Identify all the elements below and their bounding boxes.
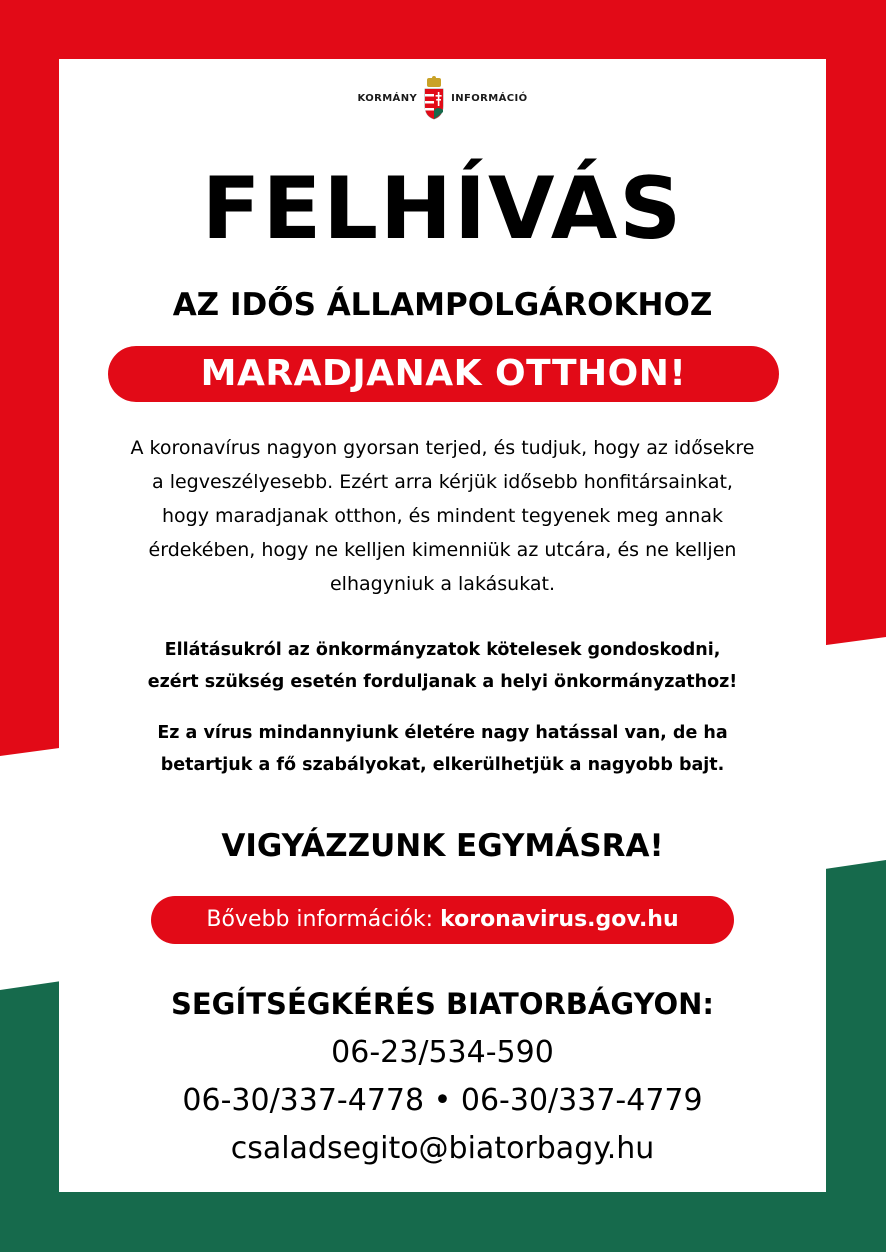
government-info-logo — [59, 73, 826, 123]
poster-title: FELHÍVÁS — [201, 159, 684, 259]
phone-mobile: 06-30/337-4778 • 06-30/337-4779 — [182, 1083, 703, 1118]
rules-line: Ez a vírus mindannyiunk életére nagy hatással van, de ha — [157, 723, 728, 743]
slogan-heading: VIGYÁZZUNK EGYMÁSRA! — [221, 828, 664, 864]
care-paragraph — [69, 634, 816, 698]
brand-left-text: KORMÁNY — [357, 92, 418, 104]
intro-line: A koronavírus nagyon gyorsan terjed, és tudjuk, hogy az idősekre — [130, 437, 755, 459]
intro-line: érdekében, hogy ne kelljen kimenniük az utcára, és ne kelljen — [148, 539, 737, 561]
brand-right-text: INFORMÁCIÓ — [451, 92, 528, 104]
poster-sheet — [59, 59, 826, 1192]
intro-paragraph — [69, 431, 816, 601]
more-info-label: Bővebb információk: — [206, 907, 441, 932]
rules-paragraph — [69, 717, 816, 781]
stay-home-banner: MARADJANAK OTTHON! — [108, 346, 779, 402]
care-line: Ellátásukról az önkormányzatok kötelesek gondoskodni, — [164, 640, 721, 660]
phone-primary: 06-23/534-590 — [331, 1035, 554, 1070]
coat-of-arms-icon — [423, 76, 445, 120]
care-line: ezért szükség esetén forduljanak a helyi önkormányzathoz! — [147, 672, 738, 692]
rules-line: betartjuk a fő szabályokat, elkerülhetjük a nagyobb bajt. — [160, 755, 725, 775]
help-heading: SEGÍTSÉGKÉRÉS BIATORBÁGYON: — [170, 987, 715, 1021]
poster-subtitle: AZ IDŐS ÁLLAMPOLGÁROKHOZ — [172, 287, 713, 323]
intro-line: a legveszélyesebb. Ezért arra kérjük idősebb honfitársainkat, — [152, 471, 733, 493]
more-info-banner — [151, 896, 734, 944]
contact-email[interactable]: csaladsegito@biatorbagy.hu — [230, 1131, 655, 1166]
intro-line: elhagyniuk a lakásukat. — [329, 573, 556, 595]
intro-line: hogy maradjanak otthon, és mindent tegyenek meg annak — [162, 505, 723, 527]
more-info-link[interactable]: koronavirus.gov.hu — [440, 907, 679, 932]
